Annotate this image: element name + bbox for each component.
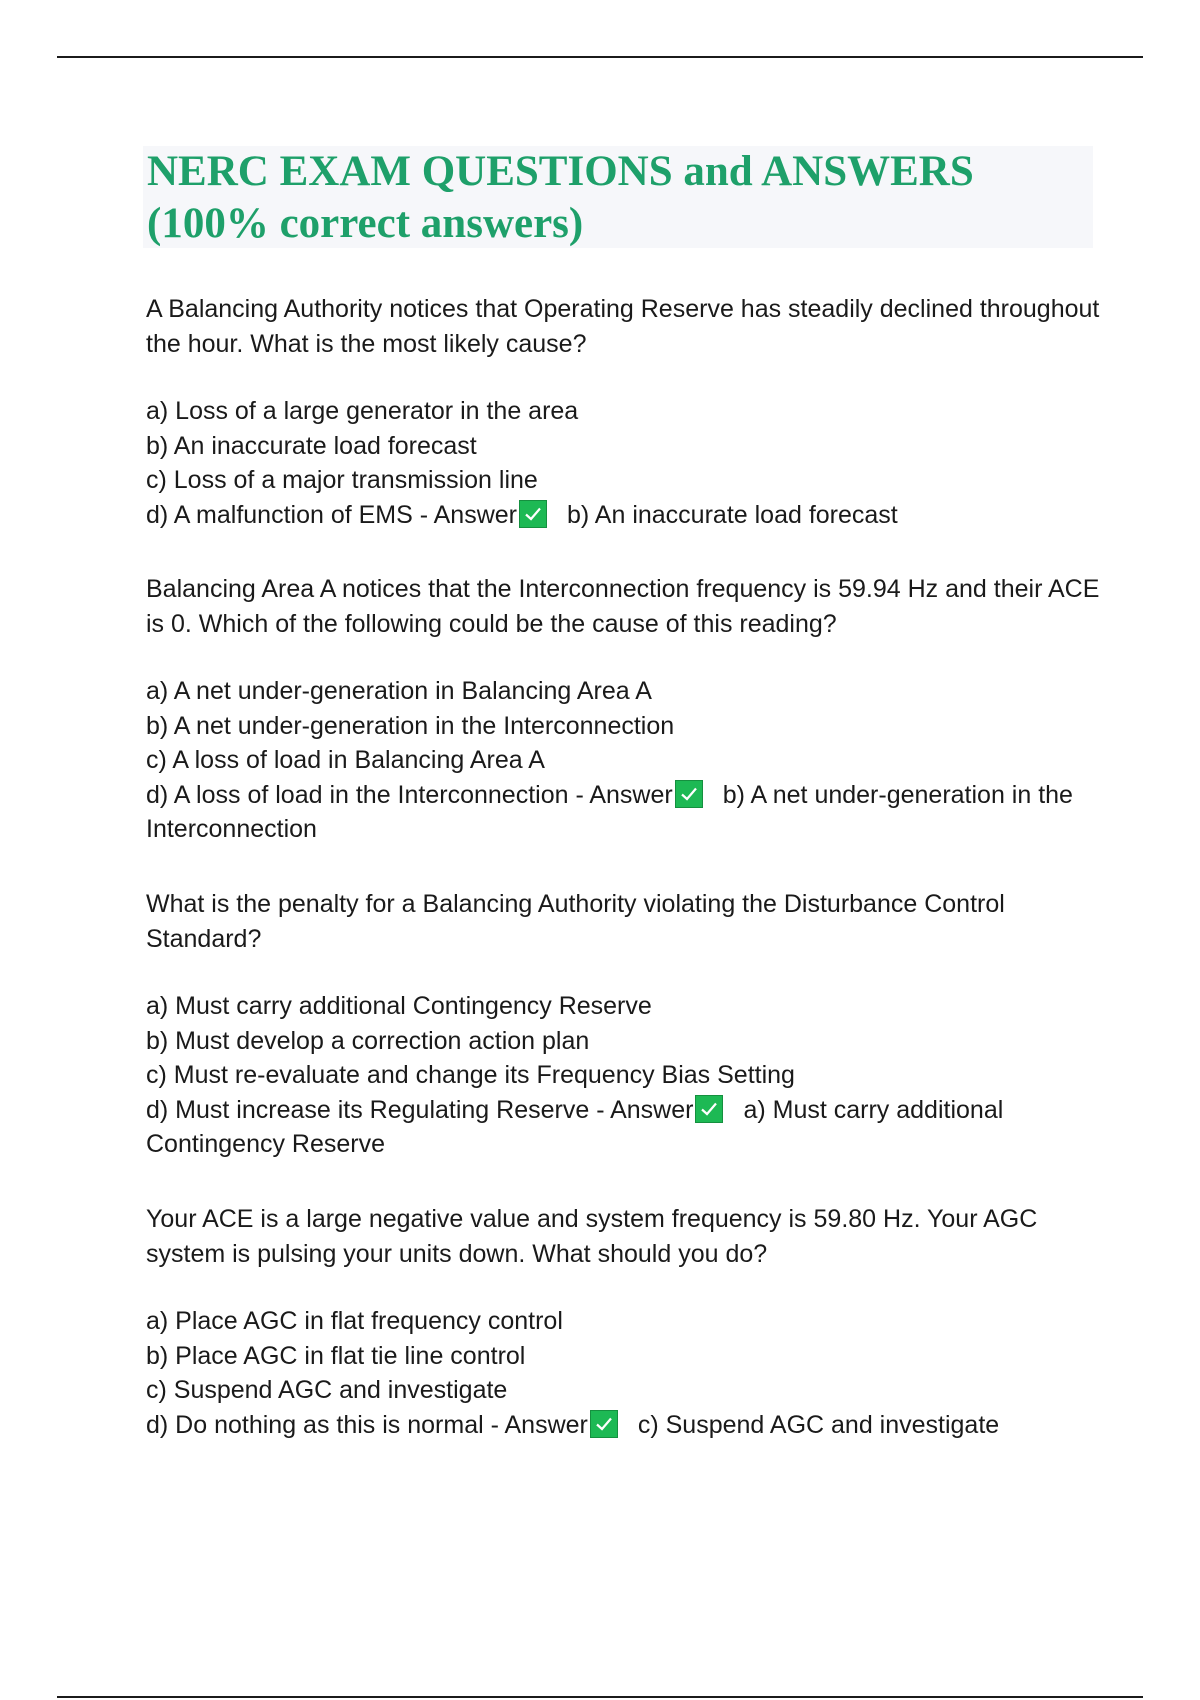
answer-line [146,1093,1106,1162]
option-a: a) A net under-generation in Balancing Area A [146,677,652,705]
check-mark-icon [590,1410,618,1438]
option-d: d) A malfunction of EMS - Answer [146,500,517,529]
options-list [146,674,1106,778]
options-list [146,989,1106,1093]
option-a: a) Place AGC in flat frequency control [146,1307,563,1335]
answer-line [146,498,1106,533]
option-d: d) Do nothing as this is normal - Answer [146,1410,588,1439]
question-text: Balancing Area A notices that the Interconnection frequency is 59.94 Hz and their ACE is 0. Which of the following could be the cause of this reading? [146,575,1100,638]
option-b: b) Place AGC in flat tie line control [146,1341,526,1370]
answer-line [146,1408,1106,1443]
option-d: d) A loss of load in the Interconnection - Answer [146,780,673,809]
option-b: b) An inaccurate load forecast [146,431,477,460]
option-b: b) A net under-generation in the Interconnection [146,711,675,740]
options-list [146,394,1106,498]
correct-answer: b) An inaccurate load forecast [567,500,898,529]
options-list [146,1304,1106,1408]
option-b: b) Must develop a correction action plan [146,1026,590,1055]
question-text: What is the penalty for a Balancing Authority violating the Disturbance Control Standard? [146,890,1005,953]
correct-answer: a) Must carry additional Contingency Reserve [146,1095,1004,1158]
option-c: c) A loss of load in Balancing Area A [146,746,545,774]
bottom-rule [57,1696,1143,1698]
option-a: a) Loss of a large generator in the area [146,397,579,425]
check-mark-icon [519,500,547,528]
option-c: c) Must re-evaluate and change its Frequency Bias Setting [146,1061,795,1089]
question-text: Your ACE is a large negative value and system frequency is 59.80 Hz. Your AGC system is pulsing your units down. What should you do? [146,1205,1038,1268]
qa-block-2 [146,572,1106,847]
option-a: a) Must carry additional Contingency Reserve [146,992,652,1020]
document-title: NERC EXAM QUESTIONS and ANSWERS (100% correct answers) [147,148,974,247]
check-mark-icon [695,1095,723,1123]
question-text: A Balancing Authority notices that Operating Reserve has steadily declined throughout the hour. What is the most likely cause? [146,295,1100,358]
correct-answer: b) A net under-generation in the Interconnection [146,780,1073,843]
qa-block-4 [146,1202,1106,1442]
correct-answer: c) Suspend AGC and investigate [637,1410,1000,1439]
answer-line [146,778,1106,847]
option-c: c) Loss of a major transmission line [146,466,538,494]
option-c: c) Suspend AGC and investigate [146,1376,508,1404]
top-rule [57,56,1143,58]
option-d: d) Must increase its Regulating Reserve - Answer [146,1095,694,1124]
qa-block-1 [146,292,1106,532]
qa-block-3 [146,887,1106,1162]
check-mark-icon [675,780,703,808]
